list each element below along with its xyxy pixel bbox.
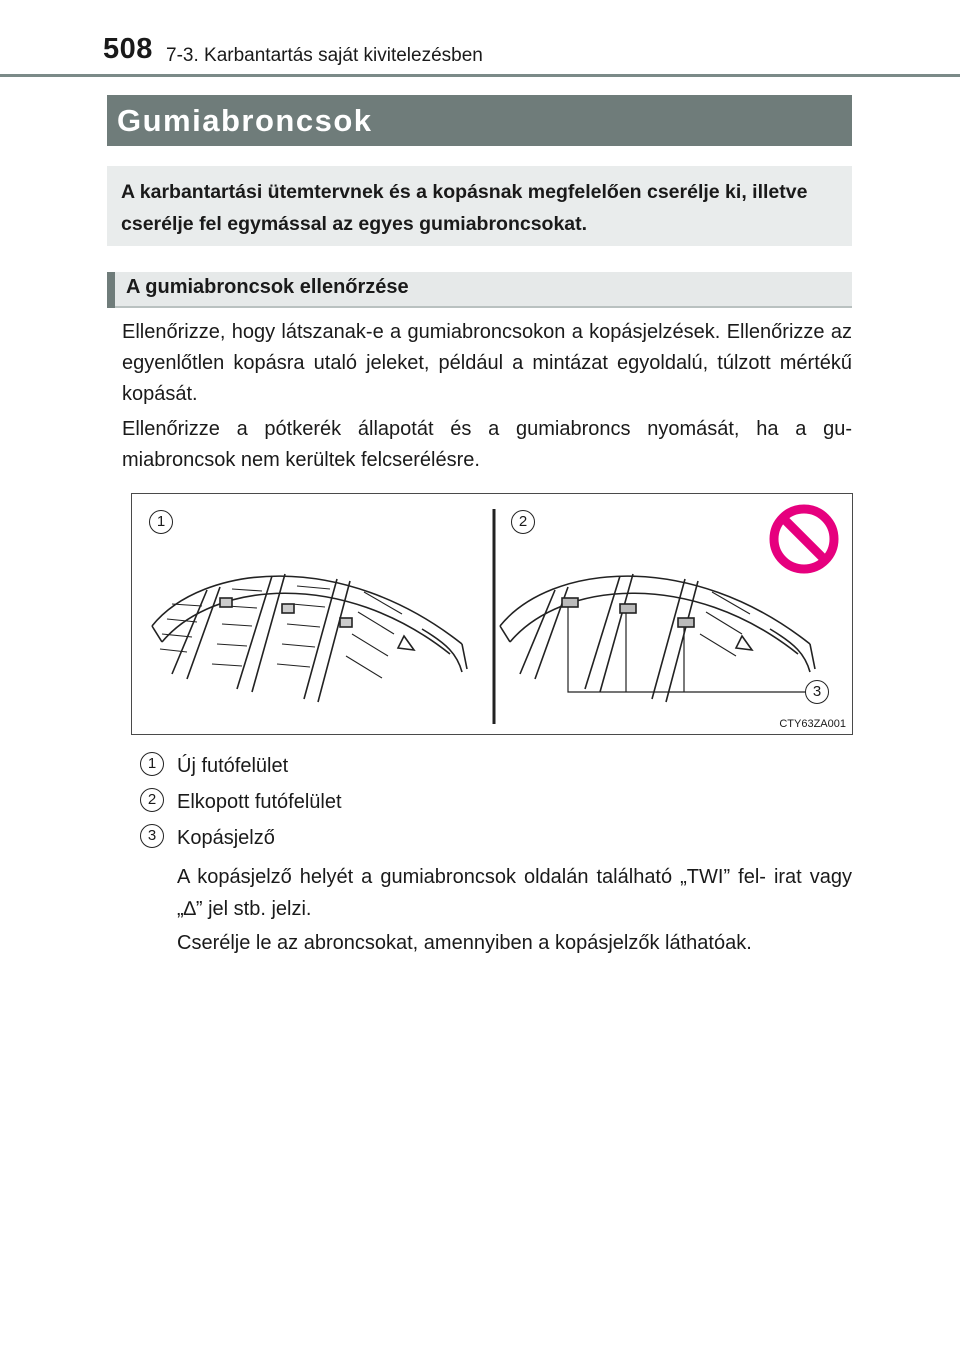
callout-1: 1 — [149, 510, 173, 534]
note-replace: Cserélje le az abroncsokat, amennyiben a kopásjelzők láthatóak. — [177, 932, 752, 954]
subheading — [107, 272, 852, 308]
legend-label-2: Elkopott futófelület — [177, 791, 342, 813]
callout-2: 2 — [511, 510, 535, 534]
header-divider — [0, 74, 960, 77]
new-tread-drawing — [152, 574, 467, 702]
paragraph-spare-check: Ellenőrizze a pótkerék állapotát és a gumiabroncs nyomását, ha a gu- miabroncsok nem kerültek felcserélésre. — [122, 418, 852, 471]
callout-3: 3 — [805, 680, 829, 704]
worn-tread-drawing — [500, 574, 815, 702]
page-title: Gumiabroncsok — [117, 103, 373, 138]
legend-num-3: 3 — [140, 824, 164, 848]
page-number: 508 — [103, 33, 153, 65]
title-bar — [107, 95, 852, 146]
legend-label-1: Új futófelület — [177, 755, 289, 777]
note-wear-indicator: A kopásjelző helyét a gumiabroncsok oldalán található „TWI” fel- irat vagy „∆” jel stb. jelzi. — [177, 866, 852, 920]
prohibition-icon — [774, 509, 834, 569]
legend-label-3: Kopásjelző — [177, 827, 275, 849]
subheading-text: A gumiabroncsok ellenőrzése — [126, 276, 409, 298]
legend-num-2: 2 — [140, 788, 164, 812]
summary-text: A karbantartási ütemtervnek és a kopásnak megfelelően cserélje ki, illetve cserélje fel egymással az egyes gumiabroncsokat. — [121, 181, 808, 235]
summary-box — [107, 166, 852, 246]
figure-code: CTY63ZA001 — [779, 718, 846, 730]
section-reference: 7-3. Karbantartás saját kivitelezésben — [166, 45, 483, 66]
legend-num-1: 1 — [140, 752, 164, 776]
tire-figure — [131, 493, 853, 735]
paragraph-wear-check: Ellenőrizze, hogy látszanak-e a gumiabroncsokon a kopásjelzések. Ellenőrizze az egyenlőtlen kopásra utaló jeleket, például a mintázat egyoldalú, túlzott mértékű kopását. — [122, 321, 852, 405]
subheading-accent — [107, 272, 115, 308]
